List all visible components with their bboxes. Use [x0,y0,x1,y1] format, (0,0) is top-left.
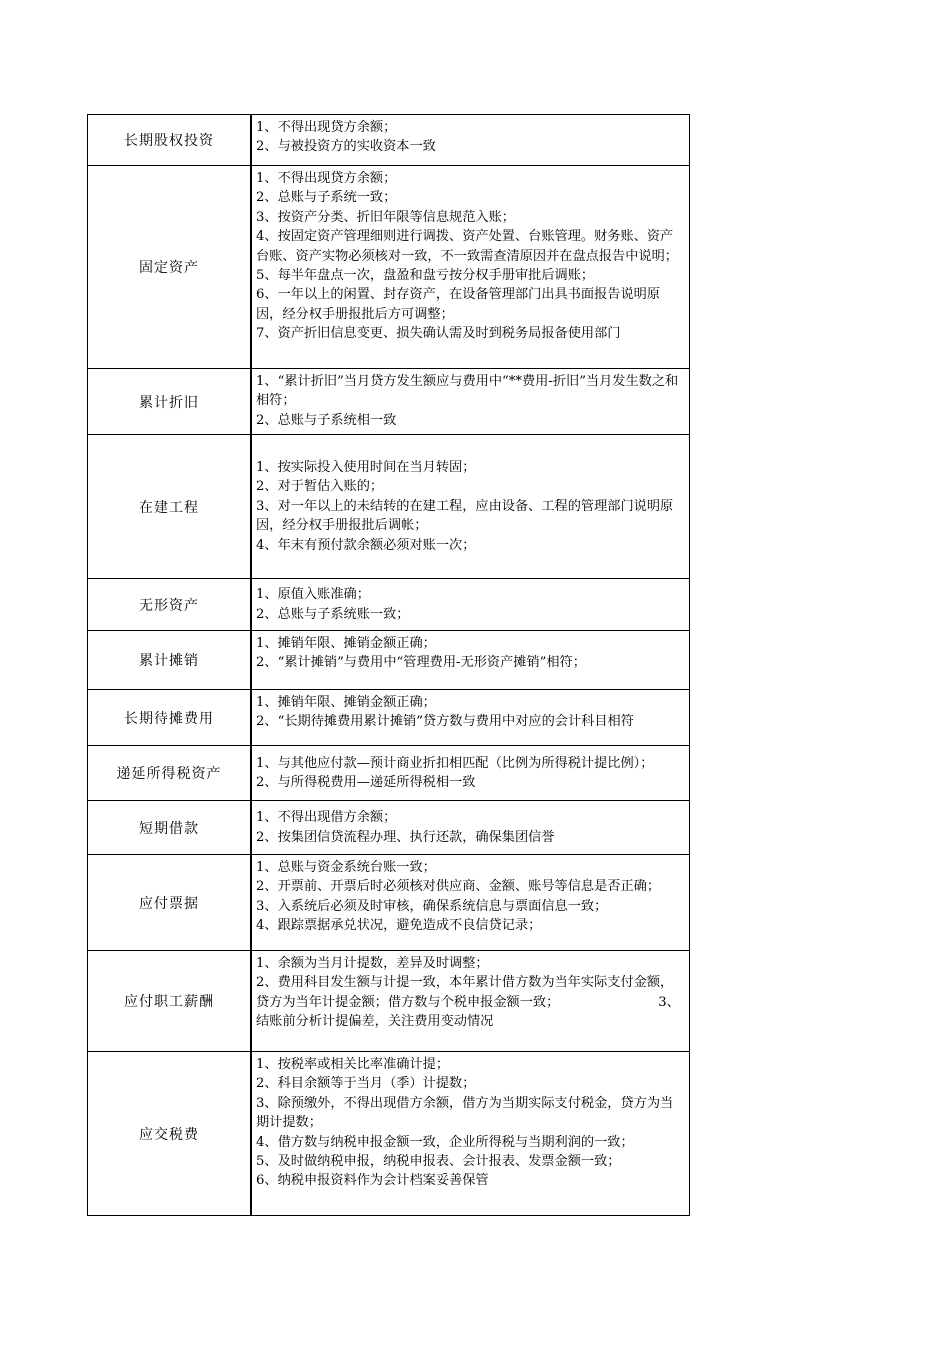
row-content [252,435,690,578]
row-label: 应付票据 [87,855,252,950]
content-line: 1、按税率或相关比率准确计提； [256,1057,450,1072]
content-line: 1、原值入账准确； [256,587,370,603]
content-line: 1、余额为当月计提数，差异及时调整； [256,956,489,971]
content-line: 1、与其他应付款—预计商业折扣相匹配（比例为所得税计提比例）； 2、与所得税费用—递延所得税相一致 [256,755,687,790]
row-content [252,115,690,165]
row-content [252,579,690,630]
content-line: 2、总账与子系统账一致； [256,606,410,622]
content-line: 3、除预缴外，不得出现借方余额，借方为当期实际支付税金，贷方为当期计提数； [256,1095,674,1131]
row-label: 长期待摊费用 [87,690,252,745]
content-line: 1、不得出现贷方余额； [256,120,397,135]
table-row [87,578,690,630]
content-line: 2、与被投资方的实收资本一致 [256,139,436,155]
table-row [87,630,690,689]
table-row [87,745,690,800]
row-label: 无形资产 [87,579,252,630]
content-line: 7、资产折旧信息变更、损失确认需及时到税务局报备使用部门 [256,326,621,342]
table-row [87,950,690,1051]
row-label: 固定资产 [87,166,252,368]
table-row [87,114,690,165]
row-content [252,801,690,854]
content-line: 2、总账与子系统相一致 [256,412,397,428]
row-content [252,631,690,689]
content-line: 2、费用科目发生额与计提一致，本年累计借方数为当年实际支付金额，贷方为当年计提金额；借方数与个税申报金额一致； 3、 结账前分析计提偏差，关注费用变动情况 [256,975,687,1030]
table-row [87,434,690,578]
row-label: 递延所得税资产 [87,746,252,800]
row-content [252,690,690,745]
row-label: 短期借款 [87,801,252,854]
content-line: 4、借方数与纳税申报金额一致，企业所得税与当期利润的一致； [256,1134,634,1150]
row-content [252,855,690,950]
content-line: 1、不得出现借方余额； [256,810,397,826]
account-rules-table [87,114,720,1216]
content-line: 3、按资产分类、折旧年限等信息规范入账； [256,209,515,225]
content-line: 3、入系统后必须及时审核，确保系统信息与票面信息一致； [256,898,608,914]
content-line: 4、年末有预付款余额必须对账一次； [256,537,476,553]
row-label: 应交税费 [87,1052,252,1215]
row-content [252,166,720,368]
content-line: 1、“累计折旧”当月贷方发生额应与费用中“**费用-折旧”当月发生数之和相符； [256,374,679,409]
content-line: 2、按集团信贷流程办理、执行还款，确保集团信誉 [256,829,555,845]
table-row [87,800,690,854]
content-line: 1、按实际投入使用时间在当月转固； [256,459,476,475]
row-label: 应付职工薪酬 [87,951,252,1051]
table-row [87,368,690,434]
row-content [252,369,690,434]
row-content [252,951,690,1051]
row-content [252,746,690,800]
content-line: 2、开票前、开票后时必须核对供应商、金额、账号等信息是否正确； [256,879,661,895]
content-line: 3、对一年以上的未结转的在建工程，应由设备、工程的管理部门说明原因，经分权手册报批后调帐； [256,498,674,534]
table-row [87,1051,690,1216]
row-label: 累计折旧 [87,369,252,434]
row-label: 长期股权投资 [87,115,252,165]
table-row [87,165,720,368]
content-line: 4、按固定资产管理细则进行调拨、资产处置、台账管理。财务账、资产台账、资产实物必须核对一致，不一致需查清原因并在盘点报告中说明； 5、每半年盘点一次，盘盈和盘亏按分权手册审批后调账； 6、一年以上的闲置、封存资产，在设备管理部门出具书面报告说明原因，经分权手册报批后方可调整； [256,229,720,322]
content-line: 1、不得出现贷方余额； [256,171,397,186]
content-line: 2、“长期待摊费用累计摊销”贷方数与费用中对应的会计科目相符 [256,714,634,730]
content-line: 4、跟踪票据承兑状况，避免造成不良信贷记录； [256,918,542,934]
content-line: 1、摊销年限、摊销金额正确； [256,695,436,710]
row-content [252,1052,690,1215]
table-row [87,689,690,745]
content-line: 2、科目余额等于当月（季）计提数； [256,1076,476,1092]
table-row [87,854,690,950]
content-line: 1、总账与资金系统台账一致； [256,860,436,875]
content-line: 2、对于暂估入账的； [256,479,384,495]
content-line: 6、纳税申报资料作为会计档案妥善保管 [256,1173,489,1189]
content-line: 2、“累计摊销”与费用中“管理费用-无形资产摊销”相符； [256,655,586,671]
content-line: 1、摊销年限、摊销金额正确； [256,636,436,651]
row-label: 在建工程 [87,435,252,578]
content-line: 2、总账与子系统一致； [256,190,397,206]
row-label: 累计摊销 [87,631,252,689]
content-line: 5、及时做纳税申报，纳税申报表、会计报表、发票金额一致； [256,1154,621,1170]
